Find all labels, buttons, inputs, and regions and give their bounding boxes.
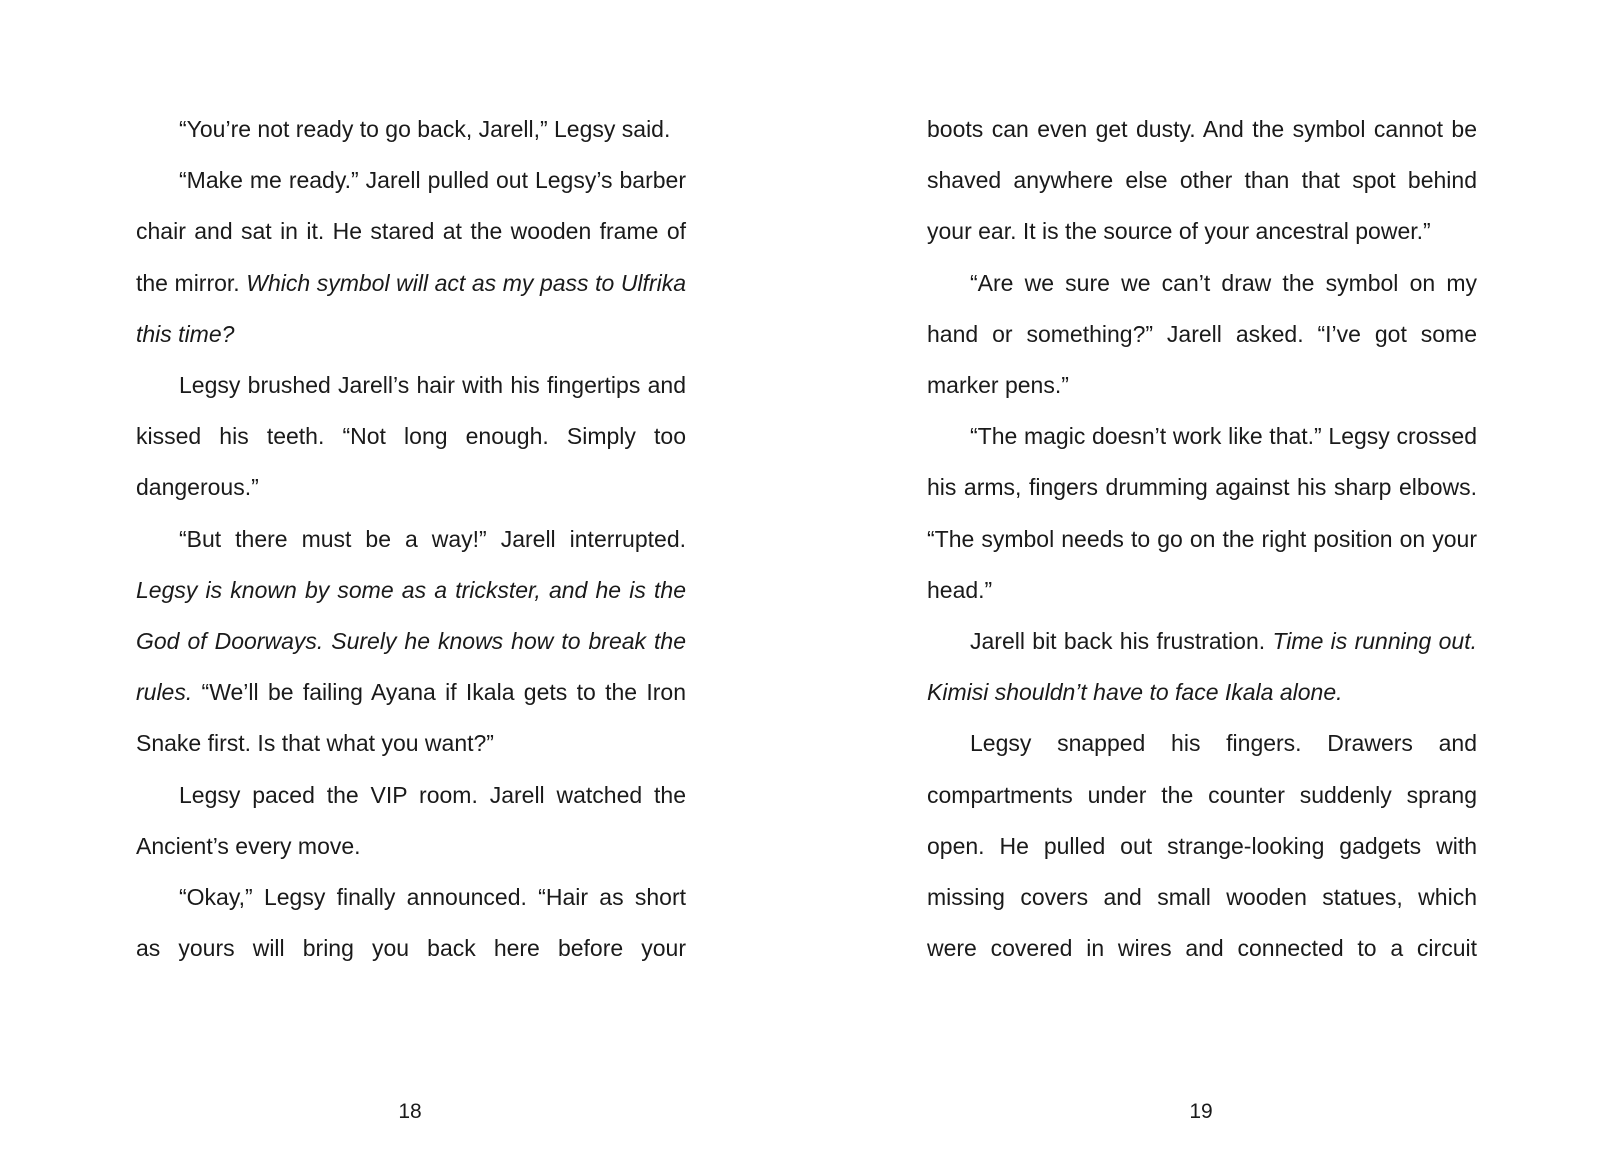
text-segment: Legsy snapped his fingers. Drawers and compartments under the counter suddenly sprang open. He pulled out strange-looking gadgets with missing covers and small wooden statues, which were covered in wires and connected to a circuit xyxy=(927,730,1477,962)
italic-text-segment: Legsy is known by some as a trickster, and he is the God of Doorways. Surely he knows how to break the rules. xyxy=(136,576,686,706)
text-segment: “You’re not ready to go back, Jarell,” Legsy said. xyxy=(179,116,671,142)
italic-text-segment: Which symbol will act as my pass to Ulfrika this time? xyxy=(136,269,686,347)
text-segment: Legsy brushed Jarell’s hair with his fingertips and kissed his teeth. “Not long enough. Simply too dangerous.” xyxy=(136,372,686,501)
paragraph xyxy=(927,411,1477,616)
paragraph xyxy=(927,258,1477,412)
text-segment: “We’ll be failing Ayana if Ikala gets to the Iron Snake first. Is that what you want?” xyxy=(136,679,686,757)
text-segment: “The magic doesn’t work like that.” Legsy crossed his arms, fingers drumming against his sharp elbows. “The symbol needs to go on the right position on your head.” xyxy=(927,423,1477,603)
paragraph xyxy=(136,514,686,770)
paragraph xyxy=(927,104,1477,258)
paragraph xyxy=(927,718,1477,974)
left-page xyxy=(136,104,686,974)
paragraph xyxy=(136,360,686,514)
paragraph xyxy=(136,155,686,360)
text-segment: “Okay,” Legsy finally announced. “Hair as short as yours will bring you back here before your xyxy=(136,884,686,962)
paragraph xyxy=(136,770,686,872)
page-number-left: 18 xyxy=(398,1100,422,1123)
right-page xyxy=(927,104,1477,974)
text-segment: boots can even get dusty. And the symbol cannot be shaved anywhere else other than that spot behind your ear. It is the source of your ancestral power.” xyxy=(927,116,1477,245)
paragraph xyxy=(136,104,686,155)
text-segment: “But there must be a way!” Jarell interrupted. xyxy=(179,525,686,552)
page-number-right: 19 xyxy=(1189,1100,1213,1123)
text-segment: Jarell bit back his frustration. xyxy=(970,628,1273,655)
paragraph xyxy=(927,616,1477,718)
text-segment: “Make me ready.” Jarell pulled out Legsy’s barber chair and sat in it. He stared at the wooden frame of the mirror. xyxy=(136,167,686,296)
text-segment: “Are we sure we can’t draw the symbol on my hand or something?” Jarell asked. “I’ve got some marker pens.” xyxy=(927,269,1477,399)
italic-text-segment: Time is running out. Kimisi shouldn’t have to face Ikala alone. xyxy=(927,628,1477,706)
paragraph xyxy=(136,872,686,974)
text-segment: Legsy paced the VIP room. Jarell watched the Ancient’s every move. xyxy=(136,781,686,859)
